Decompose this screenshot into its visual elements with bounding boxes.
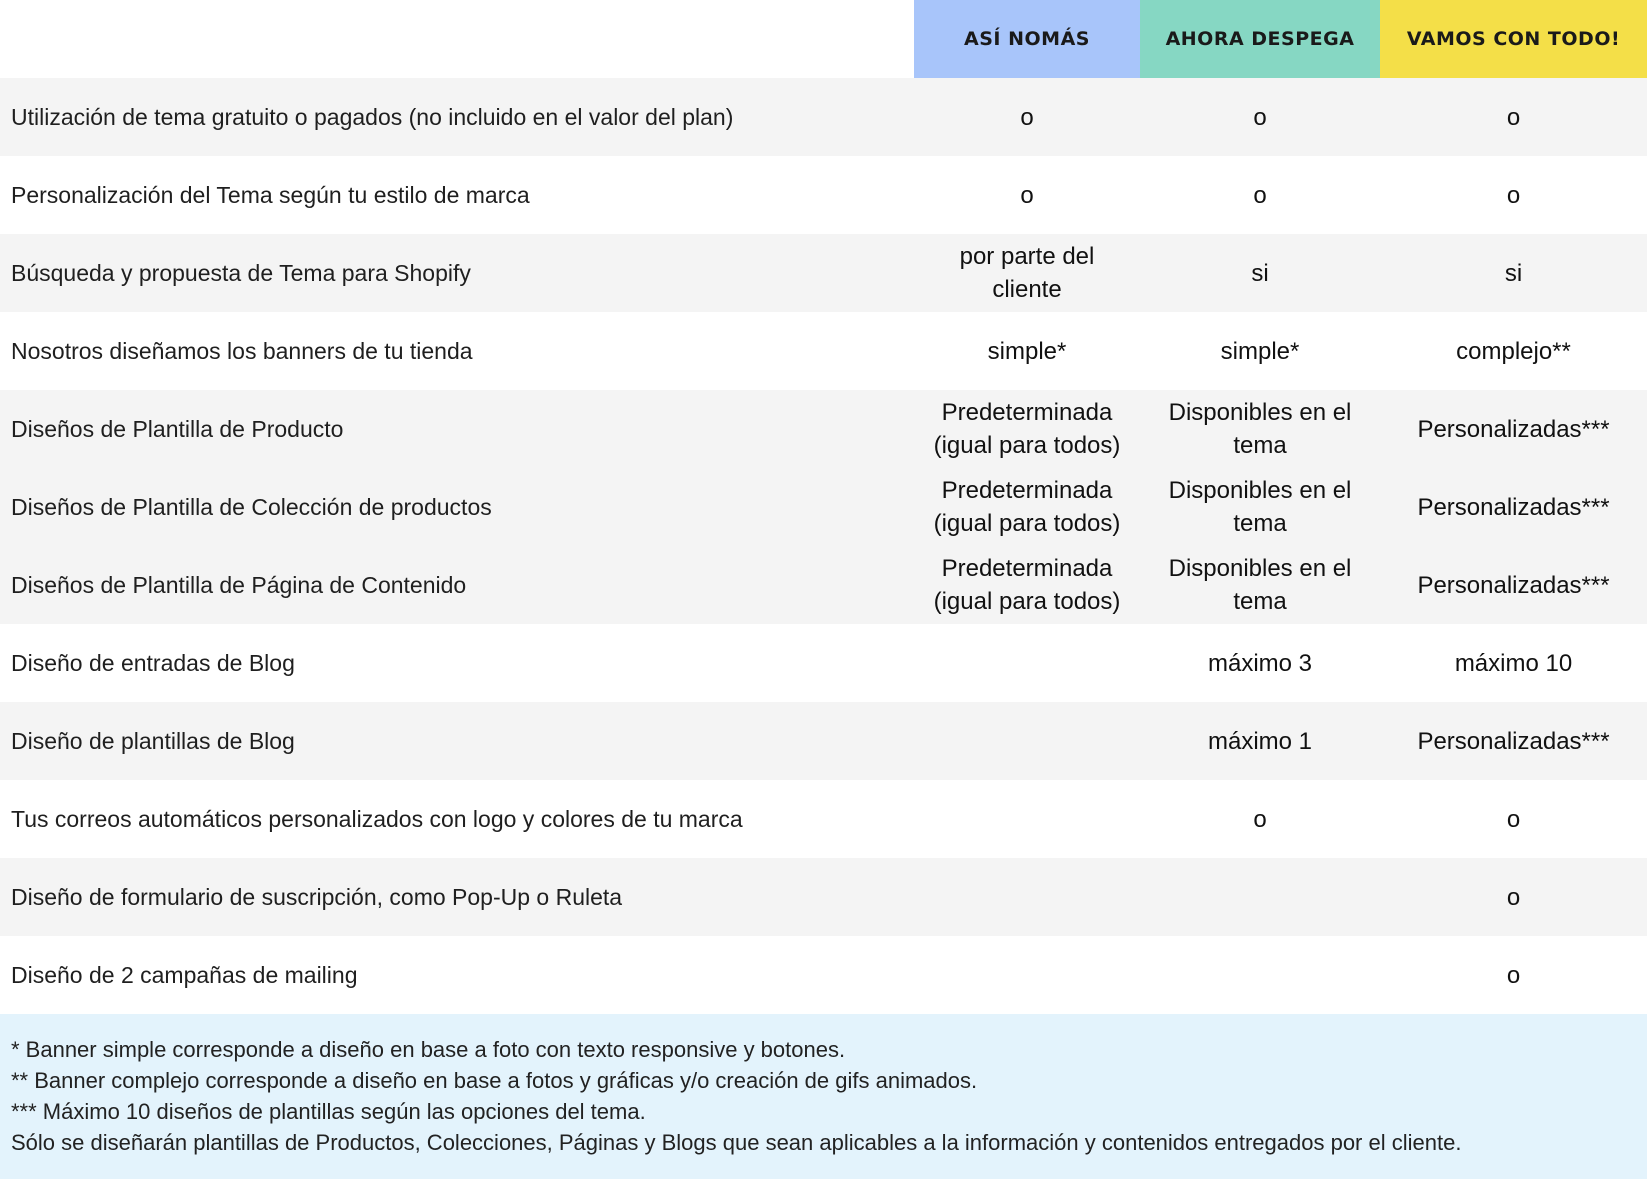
footnote: *** Máximo 10 diseños de plantillas según las opciones del tema. — [11, 1099, 646, 1124]
table-row — [0, 234, 1647, 312]
plan3-value: si — [1504, 259, 1523, 287]
plan2-value: simple* — [1220, 337, 1300, 365]
plan-header-asi-nomas: ASÍ NOMÁS — [914, 0, 1140, 78]
table-row — [0, 702, 1647, 780]
plan3-value: o — [1506, 883, 1521, 911]
table-row — [0, 78, 1647, 156]
plan1-value: por parte del cliente — [959, 243, 1095, 303]
footnote: * Banner simple corresponde a diseño en base a foto con texto responsive y botones. — [11, 1037, 846, 1062]
footnote: ** Banner complejo corresponde a diseño en base a fotos y gráficas y/o creación de gifs animados. — [11, 1068, 978, 1093]
plan3-value: Personalizadas*** — [1417, 727, 1610, 755]
plan3-value: complejo** — [1456, 337, 1571, 365]
feature-label: Personalización del Tema según tu estilo de marca — [11, 181, 530, 208]
plan2-value: máximo 3 — [1207, 649, 1313, 677]
plan3-value: Personalizadas*** — [1417, 415, 1610, 443]
table-row — [0, 312, 1647, 390]
table-row — [0, 858, 1647, 936]
plan1-value: Predeterminada (igual para todos) — [933, 555, 1121, 615]
table-row — [0, 156, 1647, 234]
plan3-value: Personalizadas*** — [1417, 571, 1610, 599]
plan1-value: simple* — [987, 337, 1067, 365]
plan2-value: Disponibles en el tema — [1168, 399, 1352, 459]
plan2-value: Disponibles en el tema — [1168, 477, 1352, 537]
plan2-value: si — [1251, 259, 1269, 287]
plan-header-ahora-despega: AHORA DESPEGA — [1140, 0, 1380, 78]
feature-label: Utilización de tema gratuito o pagados (no incluido en el valor del plan) — [11, 103, 734, 130]
table-row — [0, 936, 1647, 1014]
footnote: Sólo se diseñarán plantillas de Productos, Colecciones, Páginas y Blogs que sean aplicables a la información y contenidos entregados por el cliente. — [11, 1130, 1462, 1155]
plan1-value — [914, 780, 1140, 858]
feature-label: Diseños de Plantilla de Producto — [11, 415, 344, 442]
plan1-value — [914, 624, 1140, 702]
plan2-value: o — [1253, 181, 1267, 209]
plan1-value: Predeterminada (igual para todos) — [933, 477, 1121, 537]
plan1-value: o — [1020, 181, 1034, 209]
plan3-value: o — [1506, 805, 1521, 833]
header-empty-cell — [0, 0, 914, 78]
feature-label: Diseño de entradas de Blog — [11, 649, 295, 676]
plan1-value: o — [1020, 103, 1034, 131]
plan2-value: Disponibles en el tema — [1168, 555, 1352, 615]
plan1-value — [914, 702, 1140, 780]
plan1-value: Predeterminada (igual para todos) — [933, 399, 1121, 459]
plan1-value — [914, 936, 1140, 1014]
feature-label: Diseño de 2 campañas de mailing — [11, 961, 358, 988]
footnotes-panel — [0, 1014, 1647, 1179]
plan2-value: o — [1253, 805, 1267, 833]
plan3-value: o — [1506, 181, 1521, 209]
plan2-value: o — [1253, 103, 1267, 131]
plan2-value — [1140, 936, 1380, 1014]
feature-label: Diseños de Plantilla de Página de Contenido — [11, 571, 467, 598]
table-row — [0, 468, 1647, 546]
table-row — [0, 546, 1647, 624]
plan3-value: o — [1506, 961, 1521, 989]
feature-label: Tus correos automáticos personalizados con logo y colores de tu marca — [11, 805, 743, 832]
plan2-value — [1140, 858, 1380, 936]
plan1-value — [914, 858, 1140, 936]
table-row — [0, 390, 1647, 468]
table-row — [0, 624, 1647, 702]
plan3-value: o — [1506, 103, 1521, 131]
feature-label: Búsqueda y propuesta de Tema para Shopify — [11, 259, 471, 286]
plan-header-vamos-con-todo: VAMOS CON TODO! — [1380, 0, 1647, 78]
feature-label: Diseño de formulario de suscripción, como Pop-Up o Ruleta — [11, 883, 623, 910]
plan3-value: máximo 10 — [1454, 649, 1573, 677]
plan2-value: máximo 1 — [1207, 727, 1313, 755]
table-header-row — [0, 0, 1647, 78]
table-row — [0, 780, 1647, 858]
feature-label: Diseños de Plantilla de Colección de productos — [11, 493, 492, 520]
feature-label: Diseño de plantillas de Blog — [11, 727, 295, 754]
plan3-value: Personalizadas*** — [1417, 493, 1610, 521]
feature-label: Nosotros diseñamos los banners de tu tienda — [11, 337, 473, 364]
